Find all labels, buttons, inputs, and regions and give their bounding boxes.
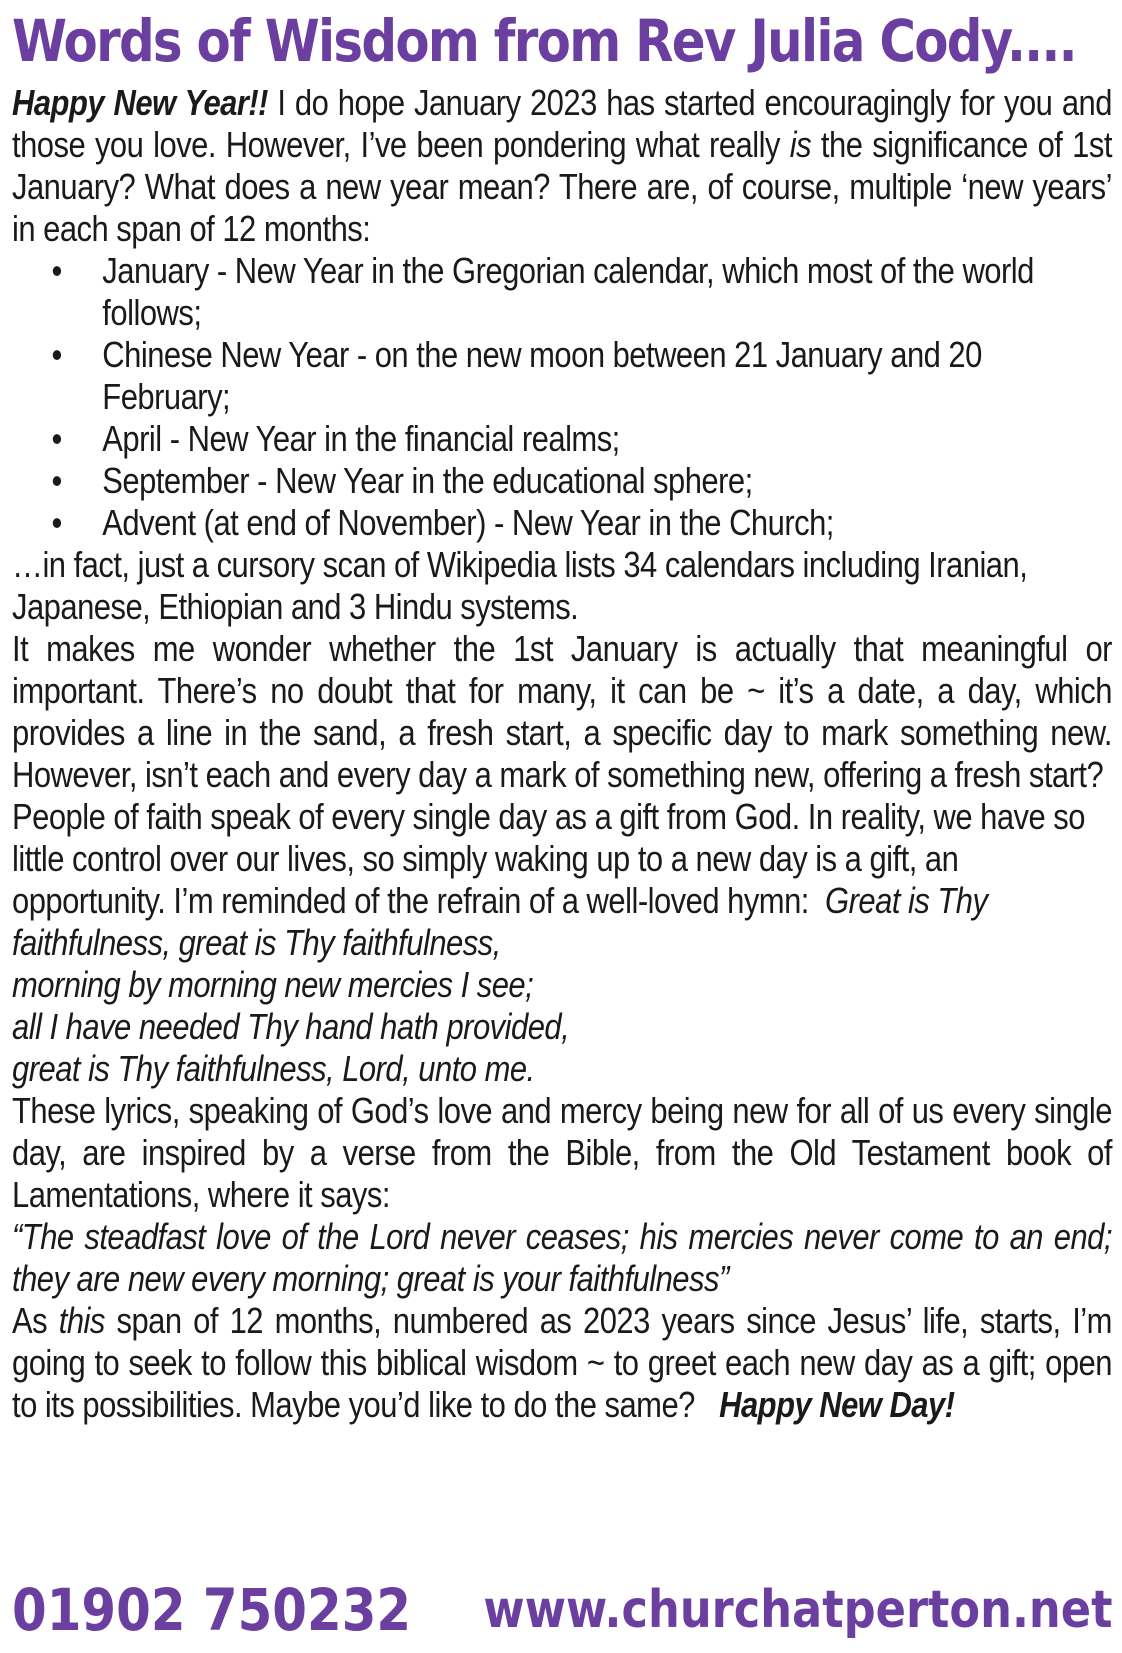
hymn-line: morning by morning new mercies I see;: [12, 964, 534, 1005]
bible-quote: “The steadfast love of the Lord never ceases; his mercies never come to an end; they are new every morning; great is your faithfulness”: [12, 1216, 1112, 1299]
hymn-line: great is Thy faithfulness, Lord, unto me.: [12, 1048, 535, 1089]
signoff: Happy New Day!: [719, 1384, 955, 1425]
intro-text-2: the significance of 1st January? What does a new year mean? There are, of course, multiple ‘new years’ in each span of 12 months:: [12, 124, 1112, 249]
article-title: Words of Wisdom from Rev Julia Cody....: [12, 7, 1076, 75]
footer: [12, 1575, 1112, 1645]
intro-text: I do hope January 2023 has started encouragingly for you and those you love. However, I’ve been pondering what really: [12, 82, 1112, 165]
faith-paragraph: [12, 796, 1112, 964]
closing-text: span of 12 months, numbered as 2023 years since Jesus’ life, starts, I’m going to seek to follow this biblical wisdom ~ to greet each new day as a gift; open to its possibilities. Maybe you’d like to do the same?: [12, 1300, 1112, 1425]
article: [12, 0, 1112, 1426]
hymn-line: Great is Thy faithfulness, great is Thy faithfulness,: [12, 880, 988, 963]
faith-text: People of faith speak of every single day as a gift from God. In reality, we have so little control over our lives, so simply waking up to a new day is a gift, an opportunity. I’m reminded of the refrain of a well-loved hymn:: [12, 796, 1085, 921]
website-link[interactable]: www.churchatperton.net: [482, 1580, 1112, 1640]
article-body: [12, 82, 1112, 1426]
calendars-paragraph: …in fact, just a cursory scan of Wikipedia lists 34 calendars including Iranian, Japanese, Ethiopian and 3 Hindu systems.: [12, 544, 1028, 627]
list-item: • September - New Year in the educational sphere;: [12, 460, 1112, 502]
list-item: • January - New Year in the Gregorian calendar, which most of the world follows;: [12, 250, 1112, 334]
list-item: • Chinese New Year - on the new moon between 21 January and 20 February;: [12, 334, 1112, 418]
intro-paragraph: [12, 82, 1112, 250]
hymn-line: all I have needed Thy hand hath provided,: [12, 1006, 570, 1047]
meaning-paragraph: It makes me wonder whether the 1st January is actually that meaningful or important. There’s no doubt that for many, it can be ~ it’s a date, a day, which provides a line in the sand, a fresh start, a specific day to mark something new. However, isn’t each and every day a mark of something new, offering a fresh start?: [12, 628, 1112, 795]
greeting: Happy New Year!!: [12, 82, 268, 123]
new-years-list: [12, 250, 1112, 544]
phone-number: 01902 750232: [12, 1576, 412, 1644]
lyrics-paragraph: These lyrics, speaking of God’s love and mercy being new for all of us every single day, are inspired by a verse from the Bible, from the Old Testament book of Lamentations, where it says:: [12, 1090, 1112, 1215]
closing-emphasis: this: [58, 1300, 105, 1341]
closing-pre: As: [12, 1300, 59, 1341]
closing-paragraph: [12, 1300, 1112, 1426]
intro-emphasis: is: [789, 124, 812, 165]
list-item: • Advent (at end of November) - New Year in the Church;: [12, 502, 1112, 544]
list-item: • April - New Year in the financial realms;: [12, 418, 1112, 460]
